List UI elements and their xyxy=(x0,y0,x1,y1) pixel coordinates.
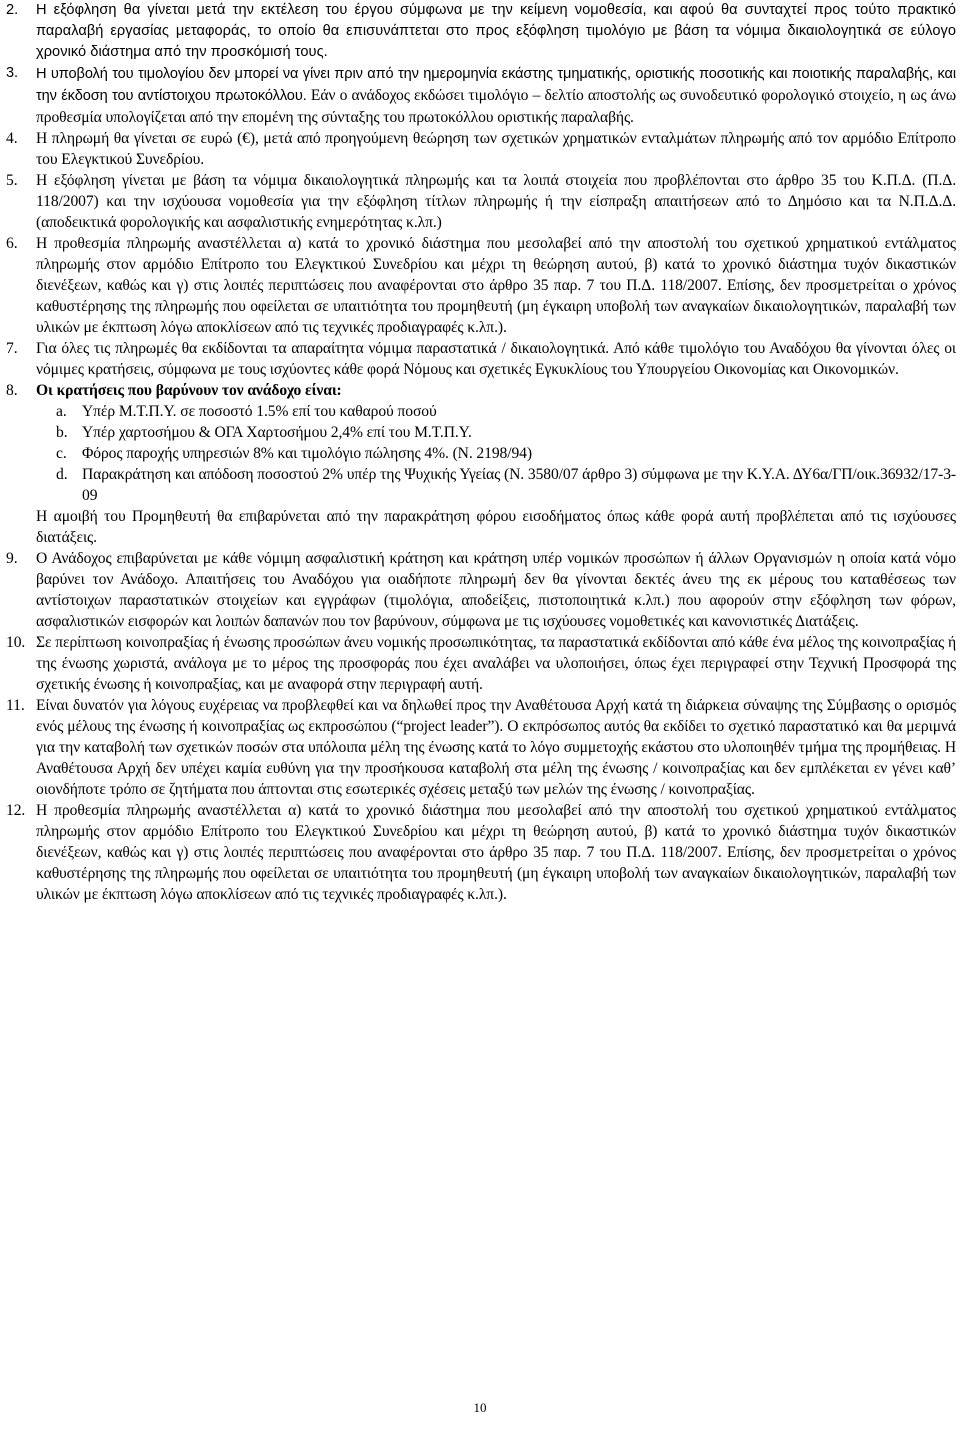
list-item-4 xyxy=(6,128,956,170)
item-text: Η εξόφληση γίνεται με βάση τα νόμιμα δικαιολογητικά πληρωμής και τα λοιπά στοιχεία που προβλέπονται στο άρθρο 35 του Κ.Π.Δ. (Π.Δ. 118/2007) και την ισχύουσα νομοθεσία για την εξόφληση τίτλων πληρωμής ή την είσπραξη απαιτήσεων από το Δημόσιο και τα Ν.Π.Δ.Δ. (αποδεικτικά φορολογικής και ασφαλιστικής ενημερότητας κ.λπ.) xyxy=(36,172,956,231)
list-item-3 xyxy=(6,63,956,128)
item-text-sans: Η υποβολή του τιμολογίου δεν μπορεί να γίνει πριν από την ημερομηνία εκάστης τμηματικής, οριστικής ποσοτικής και ποιοτικής παραλαβής, και την έκδοση του αντίστοιχου πρωτοκόλλου. xyxy=(36,66,956,104)
list-item-2 xyxy=(6,0,956,63)
sub-item-label: c. xyxy=(56,445,67,462)
list-item-8 xyxy=(6,380,956,548)
list-item-7 xyxy=(6,338,956,380)
sub-item-text: Υπέρ Μ.Τ.Π.Υ. σε ποσοστό 1.5% επί του καθαρού ποσού xyxy=(82,403,437,420)
item-text: Για όλες τις πληρωμές θα εκδίδονται τα απαραίτητα νόμιμα παραστατικά / δικαιολογητικά. Από κάθε τιμολόγιο του Αναδόχου θα γίνονται όλες οι νόμιμες κρατήσεις, σύμφωνα με τους ισχύοντες κάθε φορά Νόμους και σχετικές Εγκυκλίους του Υπουργείου Οικονομίας και Οικονομικών. xyxy=(36,340,956,378)
item-number: 2. xyxy=(6,2,19,18)
item-text: Η εξόφληση θα γίνεται μετά την εκτέλεση του έργου σύμφωνα με την κείμενη νομοθεσία, και αφού θα συνταχτεί προς τούτο πρακτικό παραλαβή εργασίας μεταφοράς, το οποίο θα επισυνάπτεται στο προς εξόφληση τιμολόγιο με βάση τα νόμιμα δικαιολογητικά σε εύλογο χρονικό διάστημα από την προσκόμισή τους. xyxy=(36,2,956,60)
sub-item-label: d. xyxy=(56,466,68,483)
sub-item-text: Παρακράτηση και απόδοση ποσοστού 2% υπέρ της Ψυχικής Υγείας (Ν. 3580/07 άρθρο 3) σύμφωνα με την Κ.Υ.Α. ΔΥ6α/ΓΠ/οικ.36932/17-3-09 xyxy=(82,466,956,504)
sub-item-c xyxy=(56,443,956,464)
item-number: 7. xyxy=(6,340,18,357)
list-item-9 xyxy=(6,548,956,632)
item-number: 4. xyxy=(6,130,18,147)
item-heading: Οι κρατήσεις που βαρύνουν τον ανάδοχο είναι: xyxy=(36,382,342,399)
list-item-10 xyxy=(6,632,956,695)
sub-item-text: Φόρος παροχής υπηρεσιών 8% και τιμολόγιο πώλησης 4%. (Ν. 2198/94) xyxy=(82,445,532,462)
item-text: Είναι δυνατόν για λόγους ευχέρειας να προβλεφθεί και να δηλωθεί προς την Αναθέτουσα Αρχή κατά τη διάρκεια σύναψης της Σύμβασης ο ορισμός ενός μέλους της ένωσης ή κοινοπραξίας ως εκπροσώπου (“project leader”). Ο εκπρόσωπος αυτός θα εκδίδει το σχετικό παραστατικό και θα μεριμνά για την καταβολή των σχετικών ποσών στα υπόλοιπα μέλη της ένωσης κατά το λόγο συμμετοχής εκάστου στο υλοποιηθέν τμήμα της προμήθειας. Η Αναθέτουσα Αρχή δεν υπέχει καμία ευθύνη για την προσήκουσα καταβολή στα μέλη της ένωσης / κοινοπραξίας και δεν εμπλέκεται εν γένει καθ’ οιονδήποτε τρόπο σε ζητήματα που άπτονται στις εσωτερικές σχέσεις μεταξύ των μελών της ένωσης / κοινοπραξίας. xyxy=(36,697,956,798)
item-number: 6. xyxy=(6,235,18,252)
list-item-12 xyxy=(6,800,956,905)
list-item-6 xyxy=(6,233,956,338)
list-item-11 xyxy=(6,695,956,800)
item-text: Η αμοιβή του Προμηθευτή θα επιβαρύνεται από την παρακράτηση φόρου εισοδήματος όπως κάθε φορά αυτή προβλέπεται από τις ισχύουσες διατάξεις. xyxy=(36,508,956,546)
sub-item-label: b. xyxy=(56,424,68,441)
item-number: 8. xyxy=(6,382,18,399)
sub-item-d xyxy=(56,464,956,506)
sub-item-b xyxy=(56,422,956,443)
sub-item-text: Υπέρ χαρτοσήμου & ΟΓΑ Χαρτοσήμου 2,4% επί του Μ.Τ.Π.Υ. xyxy=(82,424,472,441)
sub-item-label: a. xyxy=(56,403,67,420)
item-number: 5. xyxy=(6,172,18,189)
item-number: 10. xyxy=(6,634,26,651)
item-text: Η προθεσμία πληρωμής αναστέλλεται α) κατά το χρονικό διάστημα που μεσολαβεί από την αποστολή του σχετικού χρηματικού εντάλματος πληρωμής στον αρμόδιο Επίτροπο του Ελεγκτικού Συνεδρίου και μέχρι τη θεώρηση αυτού, β) κατά το χρονικό διάστημα τυχόν δικαστικών διενέξεων, καθώς και γ) στις λοιπές περιπτώσεις που αναφέρονται στο άρθρο 35 παρ. 7 του Π.Δ. 118/2007. Επίσης, δεν προσμετρείται ο χρόνος καθυστέρησης της πληρωμής που οφείλεται σε υπαιτιότητα του προμηθευτή (μη έγκαιρη υποβολή των αναγκαίων δικαιολογητικών, παραλαβή των υλικών με έκπτωση λόγω αποκλίσεων από τις τεχνικές προδιαγραφές κ.λπ.). xyxy=(36,235,956,336)
item-number: 9. xyxy=(6,550,18,567)
item-number: 11. xyxy=(6,697,25,714)
item-text: Η προθεσμία πληρωμής αναστέλλεται α) κατά το χρονικό διάστημα που μεσολαβεί από την αποστολή του σχετικού χρηματικού εντάλματος πληρωμής στον αρμόδιο Επίτροπο του Ελεγκτικού Συνεδρίου και μέχρι τη θεώρηση αυτού, β) κατά το χρονικό διάστημα τυχόν δικαστικών διενέξεων, καθώς και γ) στις λοιπές περιπτώσεις που αναφέρονται στο άρθρο 35 παρ. 7 του Π.Δ. 118/2007. Επίσης, δεν προσμετρείται ο χρόνος καθυστέρησης της πληρωμής που οφείλεται σε υπαιτιότητα του προμηθευτή (μη έγκαιρη υποβολή των αναγκαίων δικαιολογητικών, παραλαβή των υλικών με έκπτωση λόγω αποκλίσεων από τις τεχνικές προδιαγραφές κ.λπ.). xyxy=(36,802,956,903)
sub-item-a xyxy=(56,401,956,422)
item-text: Η πληρωμή θα γίνεται σε ευρώ (€), μετά από προηγούμενη θεώρηση των σχετικών χρηματικών ενταλμάτων πληρωμής από τον αρμόδιο Επίτροπο του Ελεγκτικού Συνεδρίου. xyxy=(36,130,956,168)
item-number: 3. xyxy=(6,65,18,81)
item-text: Ο Ανάδοχος επιβαρύνεται με κάθε νόμιμη ασφαλιστική κράτηση και κράτηση υπέρ νομικών προσώπων ή άλλων Οργανισμών η οποία κατά νόμο βαρύνει τον Ανάδοχο. Απαιτήσεις του Αναδόχου για οιαδήποτε πληρωμή δεν θα γίνονται δεκτές άνευ της εκ μέρους του καταθέσεως των αντίστοιχων παραστατικών στοιχείων και εγγράφων (τιμολόγια, αποδείξεις, πιστοποιητικά κ.λπ.) που αφορούν στην εξόφληση των φόρων, ασφαλιστικών εισφορών και λοιπών δαπανών που τον βαρύνουν, σύμφωνα με τις ισχύουσες νομοθετικές και κανονιστικές Διατάξεις. xyxy=(36,550,956,630)
list-item-5 xyxy=(6,170,956,233)
item-number: 12. xyxy=(6,802,26,819)
document-body xyxy=(6,0,956,905)
item-text: Εάν ο ανάδοχος εκδώσει τιμολόγιο – δελτίο αποστολής ως συνοδευτικό φορολογικό στοιχείο, η ως άνω προθεσμία υπολογίζεται από την επομένη της σύνταξης του πρωτοκόλλου οριστικής παραλαβής. xyxy=(36,87,956,126)
item-text: Σε περίπτωση κοινοπραξίας ή ένωσης προσώπων άνευ νομικής προσωπικότητας, τα παραστατικά εκδίδονται από κάθε ένα μέλος της κοινοπραξίας ή της ένωσης χωριστά, ανάλογα με το μέρος της προσφοράς που έχει αναλάβει να υλοποιήσει, όπως έχει περιγραφεί στην Τεχνική Προσφορά της σχετικής ένωσης ή κοινοπραξίας, και με αναφορά στην περιγραφή αυτή. xyxy=(36,634,956,693)
page-number: 10 xyxy=(473,1400,487,1415)
